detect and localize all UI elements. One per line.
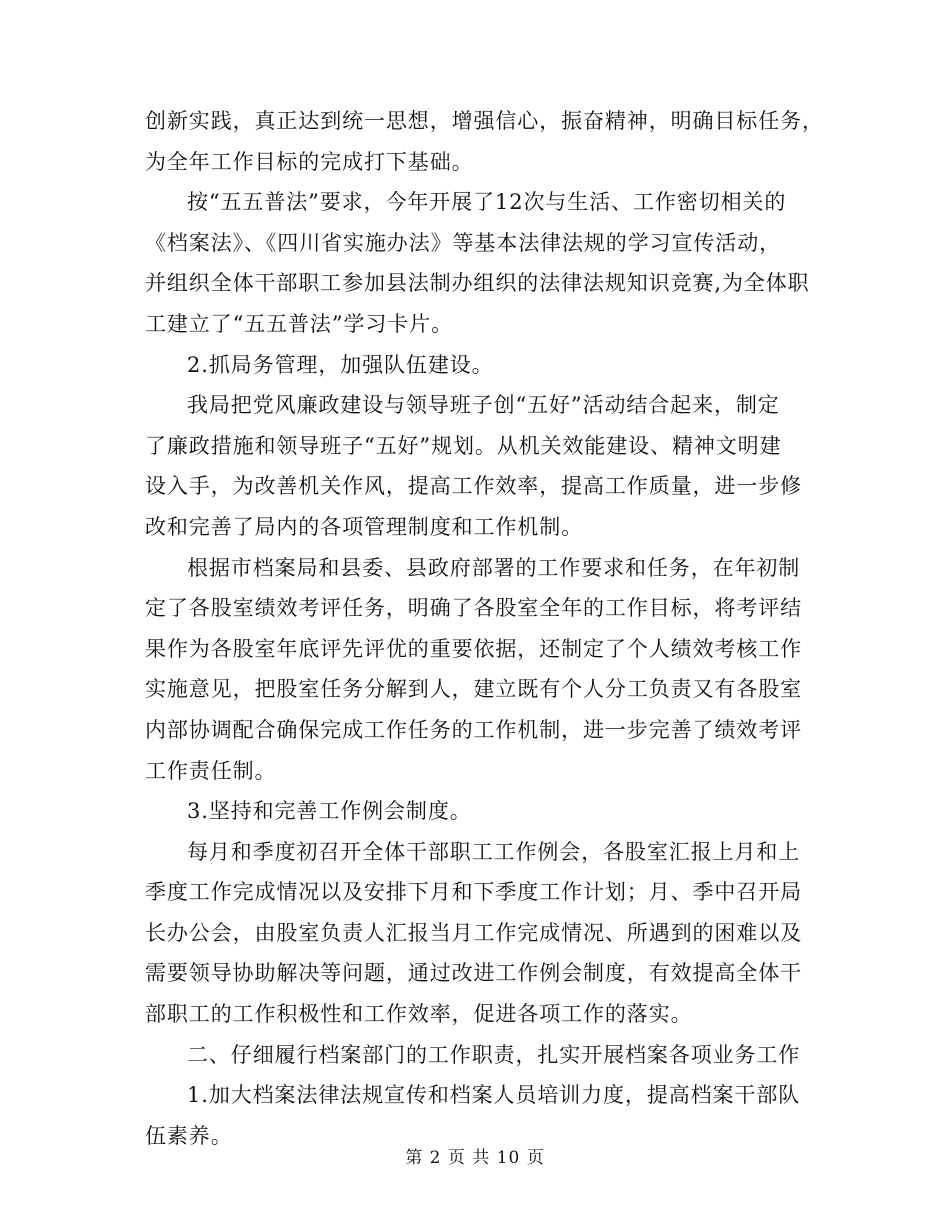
text-line: 季度工作完成情况以及安排下月和下季度工作计划；月、季中召开局 <box>145 880 802 905</box>
text-line: 伍素养。 <box>145 1123 233 1148</box>
text-line: 部职工的工作积极性和工作效率，促进各项工作的落实。 <box>145 1002 693 1027</box>
text-line: 根据市档案局和县委、县政府部署的工作要求和任务，在年初制 <box>187 555 801 580</box>
text-line: 了廉政措施和领导班子“五好”规划。从机关效能建设、精神文明建 <box>145 433 782 458</box>
text-line: 为全年工作目标的完成打下基础。 <box>145 149 474 174</box>
text-line: 1.加大档案法律法规宣传和档案人员培训力度，提高档案干部队 <box>187 1083 801 1108</box>
text-line: 3.坚持和完善工作例会制度。 <box>187 799 472 824</box>
text-line: 创新实践，真正达到统一思想，增强信心，振奋精神，明确目标任务， <box>145 109 824 133</box>
text-line: 工建立了“五五普法”学习卡片。 <box>145 311 453 336</box>
text-line: 按“五五普法”要求，今年开展了12次与生活、工作密切相关的 <box>187 190 787 215</box>
page-number-footer: 第 2 页 共 10 页 <box>405 1148 545 1168</box>
text-line: 定了各股室绩效考评任务，明确了各股室全年的工作目标，将考评结 <box>145 596 802 621</box>
text-line: 并组织全体干部职工参加县法制办组织的法律法规知识竞赛,为全体职 <box>145 271 810 296</box>
document-body <box>145 101 824 1156</box>
text-line: 实施意见，把股室任务分解到人，建立既有个人分工负责又有各股室 <box>145 677 802 702</box>
text-line: 设入手，为改善机关作风，提高工作效率，提高工作质量，进一步修 <box>145 474 802 499</box>
text-line: 二、仔细履行档案部门的工作职责，扎实开展档案各项业务工作 <box>187 1042 801 1067</box>
text-line: 长办公会，由股室负责人汇报当月工作完成情况、所遇到的困难以及 <box>145 920 802 945</box>
text-line: 内部协调配合确保完成工作任务的工作机制，进一步完善了绩效考评 <box>145 717 802 742</box>
text-line: 果作为各股室年底评先评优的重要依据，还制定了个人绩效考核工作 <box>145 636 802 661</box>
text-line: 2.抓局务管理，加强队伍建设。 <box>187 352 494 377</box>
text-line: 我局把党风廉政建设与领导班子创“五好”活动结合起来，制定 <box>187 393 780 418</box>
text-line: 每月和季度初召开全体干部职工工作例会，各股室汇报上月和上 <box>187 839 801 864</box>
text-line: 工作责任制。 <box>145 758 277 783</box>
text-line: 《档案法》、《四川省实施办法》等基本法律法规的学习宣传活动， <box>145 230 781 255</box>
text-line: 需要领导协助解决等问题，通过改进工作例会制度，有效提高全体干 <box>145 961 802 986</box>
text-line: 改和完善了局内的各项管理制度和工作机制。 <box>145 514 583 539</box>
